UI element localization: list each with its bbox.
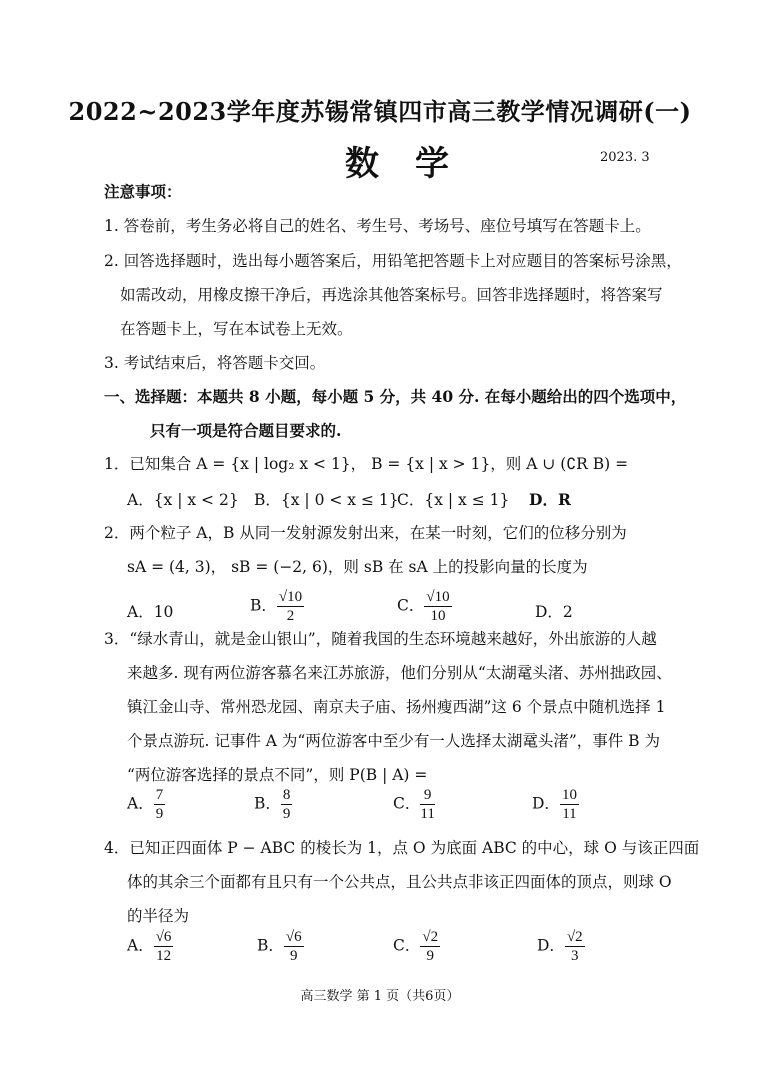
q3-option-a: A． $\frac{7}{9}$	[127, 787, 164, 822]
q4-option-d: D． $\frac{√2}{3}$	[537, 929, 583, 964]
q2-option-c-fraction: $\frac{√10}{10}$	[426, 589, 450, 624]
q4-option-b: B． $\frac{√6}{9}$	[257, 929, 302, 964]
question-2-line-1: 2．两个粒子 A，B 从同一发射源发射出来，在某一时刻，它们的位移分别为	[104, 524, 627, 542]
q4-option-c: C． $\frac{√2}{9}$	[393, 929, 439, 964]
q2-option-c: C． $\frac{√10}{10}$	[397, 589, 450, 624]
question-3-line-3: 镇江金山寺、常州恐龙园、南京夫子庙、扬州瘦西湖”这 6 个景点中随机选择 1	[127, 698, 666, 716]
notice-heading: 注意事项：	[104, 182, 182, 201]
q4-option-a: A． $\frac{√6}{12}$	[127, 929, 172, 964]
q1-option-a: A．{x | x < 2}	[127, 491, 239, 509]
q2-option-b-fraction: $\frac{√10}{2}$	[278, 589, 303, 624]
q1-option-c: C．{x | x ≤ 1}	[397, 491, 510, 509]
page-footer: 高三数学 第 1 页（共6页）	[300, 989, 460, 1004]
notice-item-2-cont2: 在答题卡上，写在本试卷上无效。	[120, 320, 353, 338]
notice-item-2-cont: 如需改动，用橡皮擦干净后，再选涂其他答案标号。回答非选择题时，将答案写	[120, 286, 663, 304]
question-3-line-4: 个景点游玩. 记事件 A 为“两位游客中至少有一人选择太湖鼋头渚”，事件 B 为	[127, 732, 660, 750]
question-4-line-1: 4．已知正四面体 P − ABC 的棱长为 1，点 O 为底面 ABC 的中心，球 O 与该正四面	[104, 839, 700, 857]
q3-option-b: B． $\frac{8}{9}$	[254, 787, 291, 822]
q2-option-d: D．2	[535, 603, 573, 621]
exam-date: 2023. 3	[600, 150, 650, 165]
q2-option-b: B． $\frac{√10}{2}$	[250, 589, 303, 624]
q3-option-c: C． $\frac{9}{11}$	[393, 787, 435, 822]
section-1-heading: 一、选择题：本题共 8 小题，每小题 5 分，共 40 分. 在每小题给出的四个选项中，	[104, 387, 687, 406]
question-3-line-1: 3．“绿水青山，就是金山银山”，随着我国的生态环境越来越好，外出旅游的人越	[104, 630, 657, 648]
notice-item-3: 3. 考试结束后，将答题卡交回。	[104, 354, 326, 372]
q1-option-d: D．R	[529, 490, 571, 509]
question-1-stem: 1．已知集合 A = {x | log₂ x < 1}， B = {x | x > 1}，则 A ∪ (∁R B) =	[104, 455, 629, 473]
question-4-line-2: 体的其余三个面都有且只有一个公共点，且公共点非该正四面体的顶点，则球 O	[127, 873, 672, 891]
q1-option-b: B．{x | 0 < x ≤ 1}	[254, 491, 399, 509]
question-3-line-5: “两位游客选择的景点不同”，则 P(B | A) =	[127, 766, 428, 784]
question-3-line-2: 来越多. 现有两位游客慕名来江苏旅游，他们分别从“太湖鼋头渚、苏州拙政园、	[127, 664, 672, 682]
question-2-line-2: sA = (4, 3)， sB = (−2, 6)，则 sB 在 sA 上的投影向量的长度为	[127, 558, 588, 576]
subject-title: 数学	[345, 144, 485, 184]
section-1-heading-cont: 只有一项是符合题目要求的.	[150, 421, 342, 440]
notice-item-1: 1. 答卷前，考生务必将自己的姓名、考生号、考场号、座位号填写在答题卡上。	[104, 217, 651, 235]
question-4-line-3: 的半径为	[127, 907, 190, 925]
q2-option-a: A．10	[127, 603, 174, 621]
notice-item-2: 2. 回答选择题时，选出每小题答案后，用铅笔把答题卡上对应题目的答案标号涂黑，	[104, 252, 682, 270]
exam-title: 2022~2023学年度苏锡常镇四市高三教学情况调研(一)	[68, 97, 692, 126]
q3-option-d: D． $\frac{10}{11}$	[532, 787, 577, 822]
